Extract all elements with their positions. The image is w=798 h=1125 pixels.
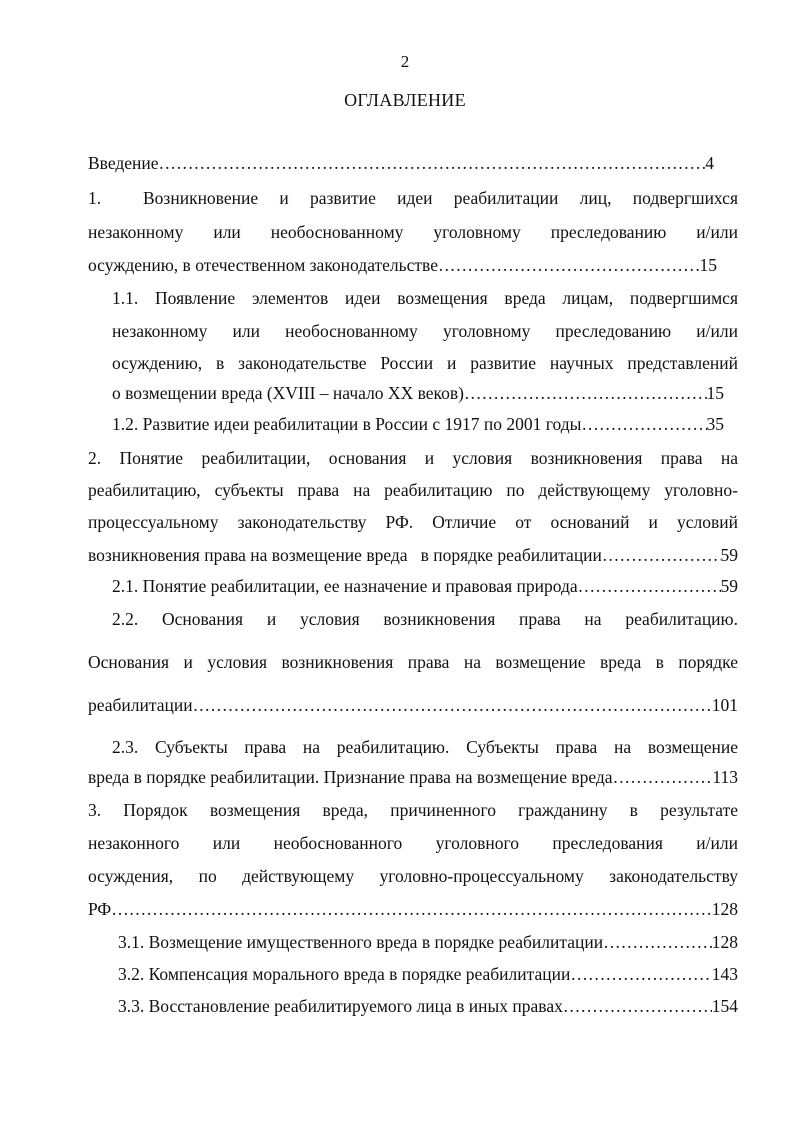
toc-entry-line: незаконному или необоснованному уголовному преследованию и/или: [88, 222, 738, 242]
dot-leader: [438, 254, 700, 276]
toc-page: 59: [720, 576, 738, 596]
toc-entry-label: реабилитации: [88, 695, 193, 715]
toc-page: 154: [711, 996, 738, 1016]
toc-entry-line: 2. Понятие реабилитации, основания и условия возникновения права на: [88, 448, 738, 468]
toc-page: 113: [712, 767, 738, 787]
toc-entry-line: 2.2. Основания и условия возникновения права на реабилитацию.: [112, 609, 738, 629]
dot-leader: [570, 963, 711, 985]
toc-entry-label: 3.3. Восстановление реабилитируемого лица в иных правах: [118, 996, 563, 1016]
dot-leader: [603, 931, 712, 953]
toc-entry-label: о возмещении вреда (XVIII – начало XX веков): [112, 383, 464, 403]
toc-entry-line: 1.1. Появление элементов идеи возмещения вреда лицам, подвергшимся: [112, 288, 738, 308]
toc-entry-line: [112, 413, 724, 435]
dot-leader: [111, 898, 711, 920]
toc-entry-label: Введение: [88, 153, 159, 173]
toc-entry-line: [112, 382, 724, 404]
toc-entry-line: [112, 575, 738, 597]
toc-entry-line: 3. Порядок возмещения вреда, причиненного гражданину в результате: [88, 800, 738, 820]
toc-page: 128: [711, 899, 738, 919]
toc-entry-line: незаконного или необоснованного уголовного преследования и/или: [88, 833, 738, 853]
toc-entry-line: [118, 963, 738, 985]
toc-entry-label: 3.2. Компенсация морального вреда в порядке реабилитации: [118, 964, 571, 984]
toc-entry-line: [118, 931, 738, 953]
dot-leader: [464, 382, 707, 404]
toc-entry-line: незаконному или необоснованному уголовному преследованию и/или: [112, 321, 738, 341]
toc-entry-line: 2.3. Субъекты права на реабилитацию. Субъекты права на возмещение: [112, 737, 738, 757]
toc-entry-number: 1.: [88, 188, 102, 208]
toc-entry-line: [88, 544, 738, 566]
toc-entry-line: [88, 898, 738, 920]
toc-page: 15: [699, 255, 717, 275]
toc-entry-line: реабилитацию, субъекты права на реабилитацию по действующему уголовно-: [88, 480, 738, 500]
dot-leader: [613, 766, 713, 788]
page-title: ОГЛАВЛЕНИЕ: [344, 90, 466, 110]
toc-entry-line: процессуальному законодательству РФ. Отличие от оснований и условий: [88, 512, 738, 532]
dot-leader: [563, 995, 712, 1017]
toc-entry-label: РФ: [88, 899, 112, 919]
toc-entry-line: [88, 694, 738, 716]
page-number: 2: [400, 52, 410, 71]
toc-entry-label: возникновения права на возмещение вреда в порядке реабилитации: [88, 545, 602, 565]
toc-entry-line: осуждению, в законодательстве России и развитие научных представлений: [112, 353, 738, 373]
toc-entry-line: Основания и условия возникновения права на возмещение вреда в порядке: [88, 652, 738, 672]
dot-leader: [581, 413, 706, 435]
toc-page: 128: [711, 932, 738, 952]
toc-page: 15: [706, 383, 724, 403]
toc-page: 59: [720, 545, 738, 565]
dot-leader: [602, 544, 721, 566]
toc-entry-label: вреда в порядке реабилитации. Признание права на возмещение вреда: [88, 767, 613, 787]
dot-leader: [578, 575, 721, 597]
toc-page: 4: [705, 153, 714, 173]
toc-entry-label: 1.2. Развитие идеи реабилитации в России с 1917 по 2001 годы: [112, 414, 582, 434]
toc-entry-label: 2.1. Понятие реабилитации, ее назначение и правовая природа: [112, 576, 578, 596]
toc-entry-line: осуждения, по действующему уголовно-процессуальному законодательству: [88, 866, 738, 886]
toc-page: 101: [711, 695, 738, 715]
toc-page: 143: [711, 964, 738, 984]
dot-leader: [159, 152, 706, 174]
toc-entry-line: [88, 766, 738, 788]
dot-leader: [193, 694, 712, 716]
toc-entry-intro: [88, 152, 714, 174]
toc-entry-line: [118, 995, 738, 1017]
toc-entry-line: Возникновение и развитие идеи реабилитации лиц, подвергшихся: [143, 188, 738, 208]
toc-entry-label: 3.1. Возмещение имущественного вреда в порядке реабилитации: [118, 932, 604, 952]
toc-entry-line: [88, 254, 717, 276]
toc-page: 35: [706, 414, 724, 434]
toc-entry-label: осуждению, в отечественном законодательстве: [88, 255, 438, 275]
